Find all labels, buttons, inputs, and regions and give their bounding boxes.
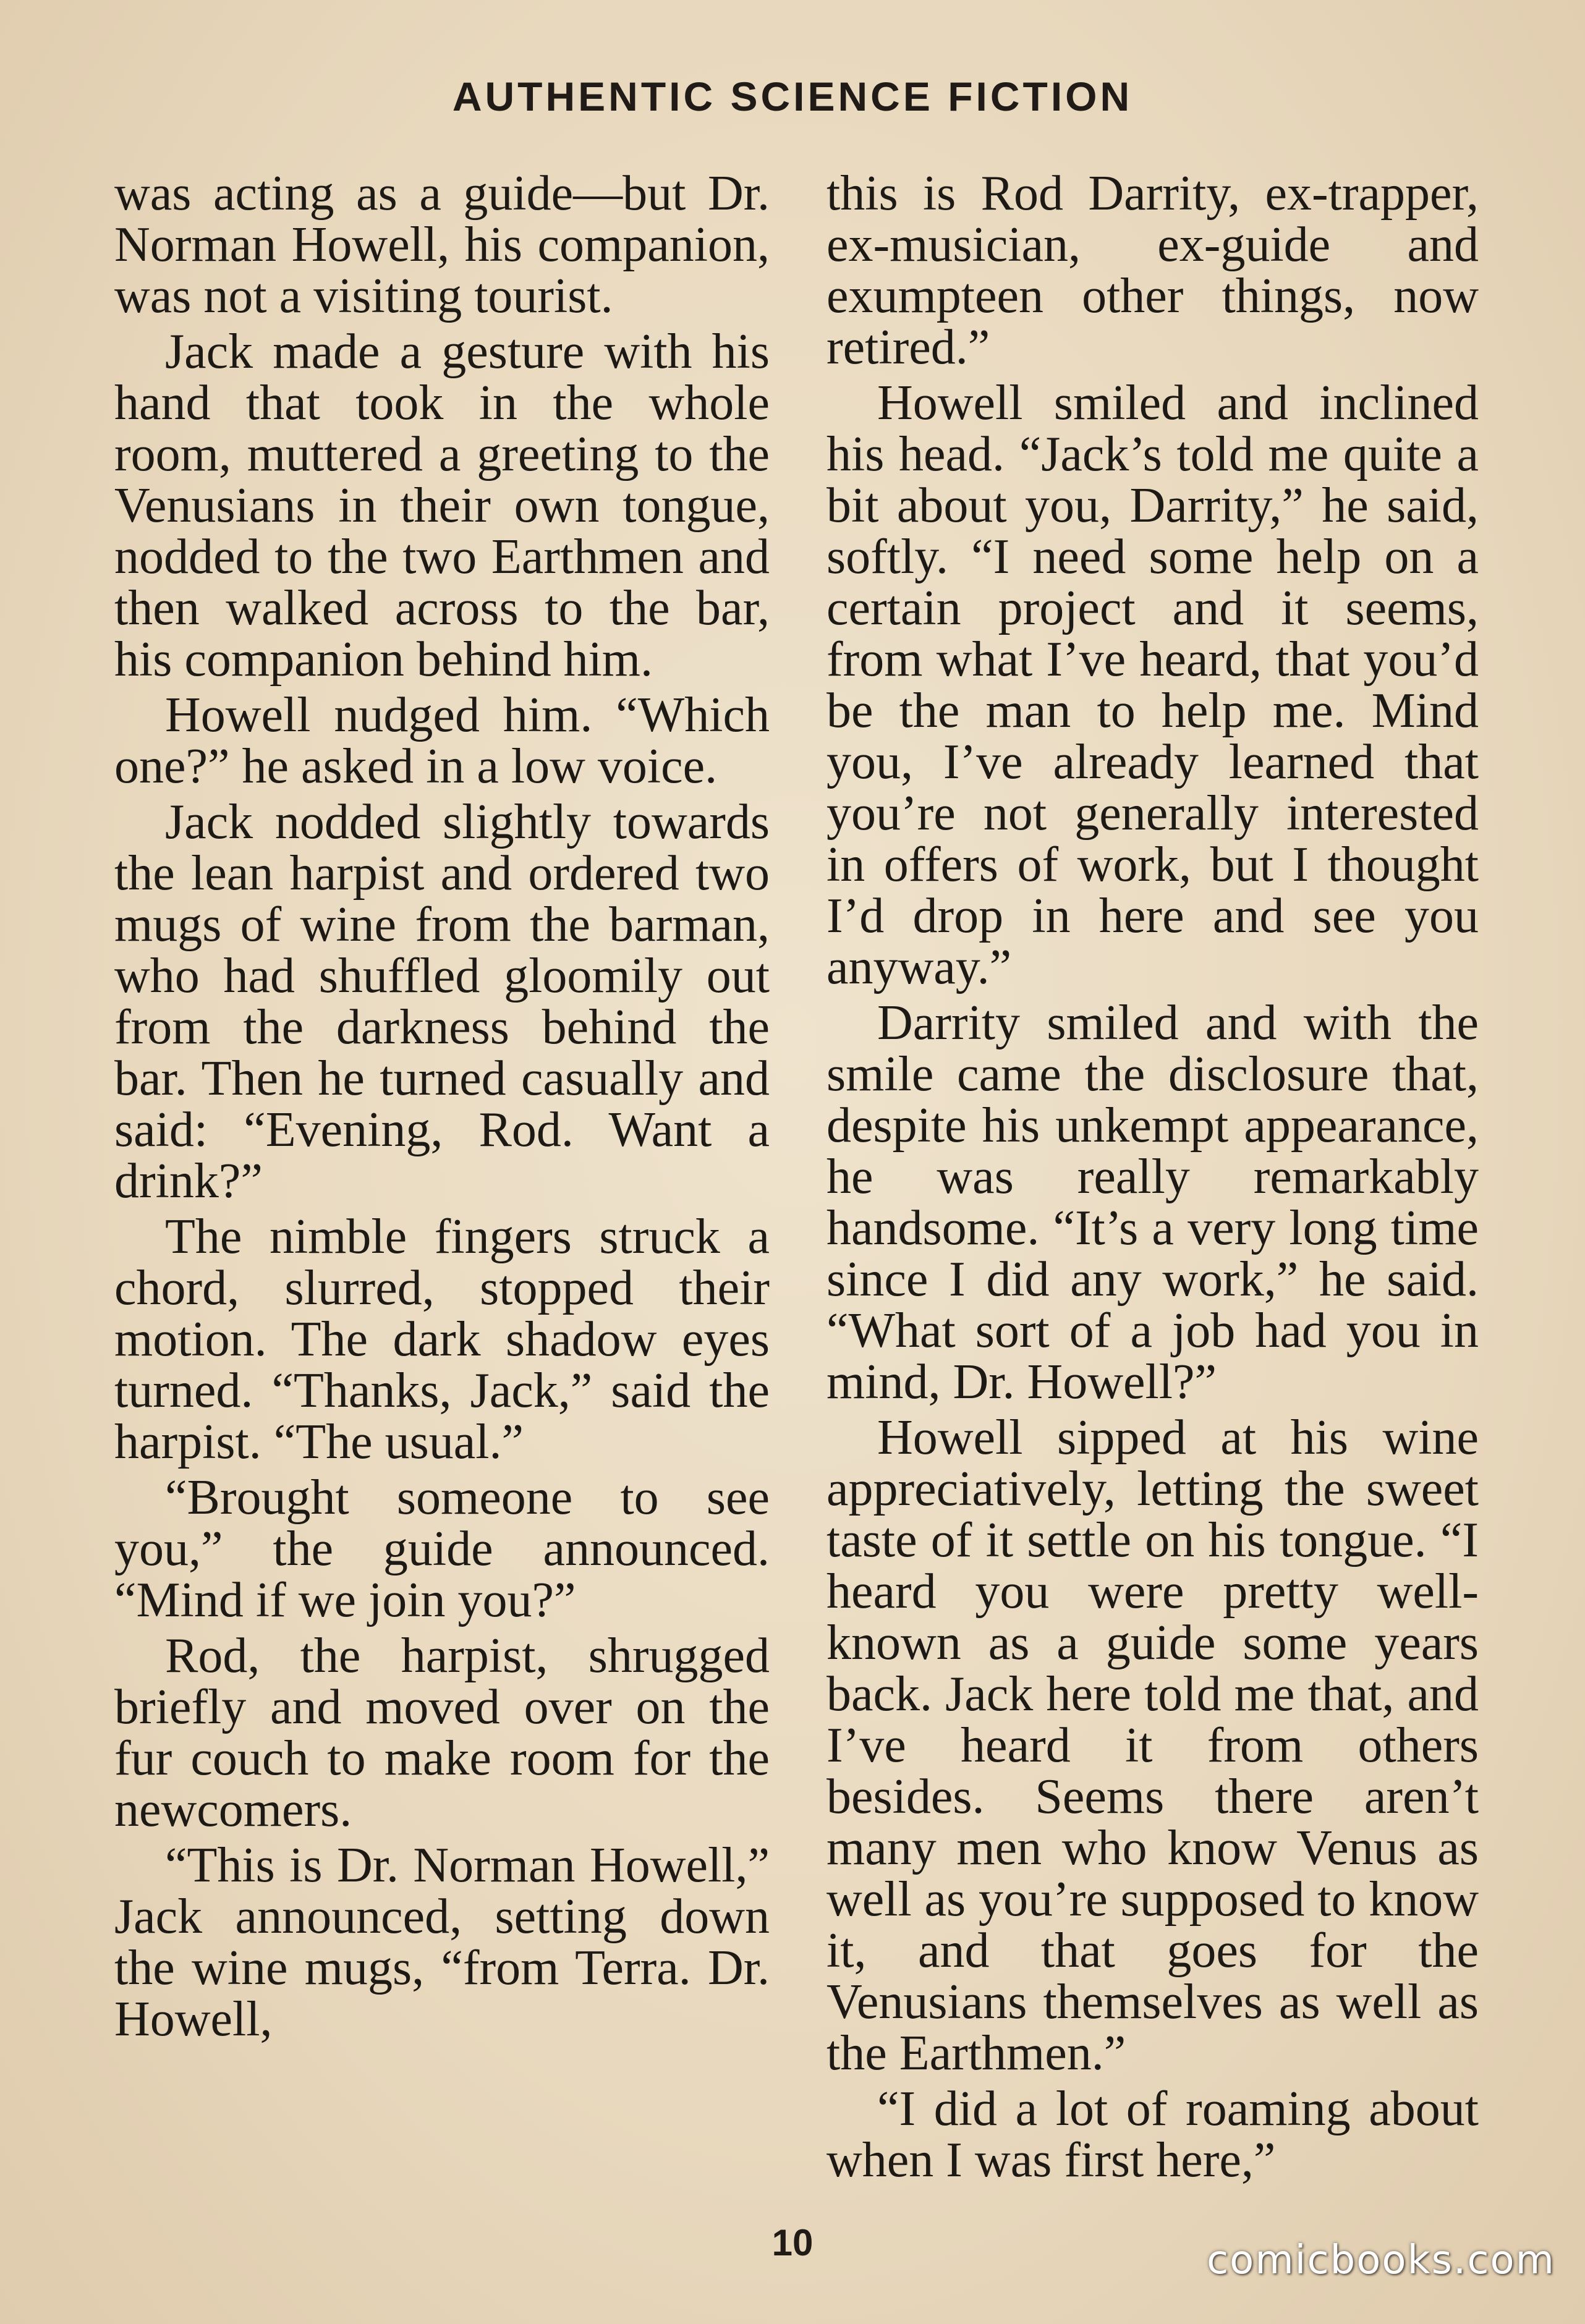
paragraph: “Brought someone to see you,” the guide announced. “Mind if we join you?” — [114, 1470, 770, 1627]
paragraph: Jack nodded slightly towards the lean harpist and ordered two mugs of wine from the barman, who had shuffled gloomily out from the darkness behind the bar. Then he turned casually and said: “Evening, Rod. Want a drink?” — [114, 795, 770, 1208]
page-number: 10 — [771, 2222, 814, 2263]
running-head: AUTHENTIC SCIENCE FICTION — [452, 74, 1133, 119]
paragraph: Jack made a gesture with his hand that took in the whole room, muttered a greeting to the Venusians in their own tongue, nodded to the two Earthmen and then walked across to the bar, his companion behind him. — [114, 324, 770, 687]
paragraph: The nimble fingers struck a chord, slurred, stopped their motion. The dark shadow eyes turned. “Thanks, Jack,” said the harpist. “The usual.” — [114, 1210, 770, 1469]
paragraph: “This is Dr. Norman Howell,” Jack announced, setting down the wine mugs, “from Terra. Dr. Howell, — [114, 1838, 770, 2046]
paragraph: Howell sipped at his wine appreciatively, letting the sweet taste of it settle on his tongue. “I heard you were pretty well-known as a guide some years back. Jack here told me that, and I’ve heard it from others besides. Seems there aren’t many men who know Venus as well as you’re supposed to know it, and that goes for the Venusians themselves as well as the Earthmen.” — [826, 1410, 1479, 2080]
right-text-column — [826, 168, 1479, 2190]
paragraph: this is Rod Darrity, ex-trapper, ex-musician, ex-guide and exumpteen other things, now retired.” — [826, 166, 1479, 375]
left-text-column — [114, 168, 770, 2050]
paragraph: was acting as a guide—but Dr. Norman Howell, his companion, was not a visiting tourist. — [114, 166, 770, 323]
paragraph: “I did a lot of roaming about when I was first here,” — [826, 2082, 1479, 2187]
paragraph: Howell nudged him. “Which one?” he asked in a low voice. — [114, 688, 770, 794]
paragraph: Rod, the harpist, shrugged briefly and moved over on the fur couch to make room for the newcomers. — [114, 1629, 770, 1837]
watermark: comicbooks.com — [1206, 2237, 1555, 2283]
paragraph: Howell smiled and inclined his head. “Jack’s told me quite a bit about you, Darrity,” he said, softly. “I need some help on a certain project and it seems, from what I’ve heard, that you’d be the man to help me. Mind you, I’ve already learned that you’re not generally interested in offers of work, but I thought I’d drop in here and see you anyway.” — [826, 376, 1479, 994]
paragraph: Darrity smiled and with the smile came the disclosure that, despite his unkempt appearance, he was really remarkably handsome. “It’s a very long time since I did any work,” he said. “What sort of a job had you in mind, Dr. Howell?” — [826, 996, 1479, 1409]
